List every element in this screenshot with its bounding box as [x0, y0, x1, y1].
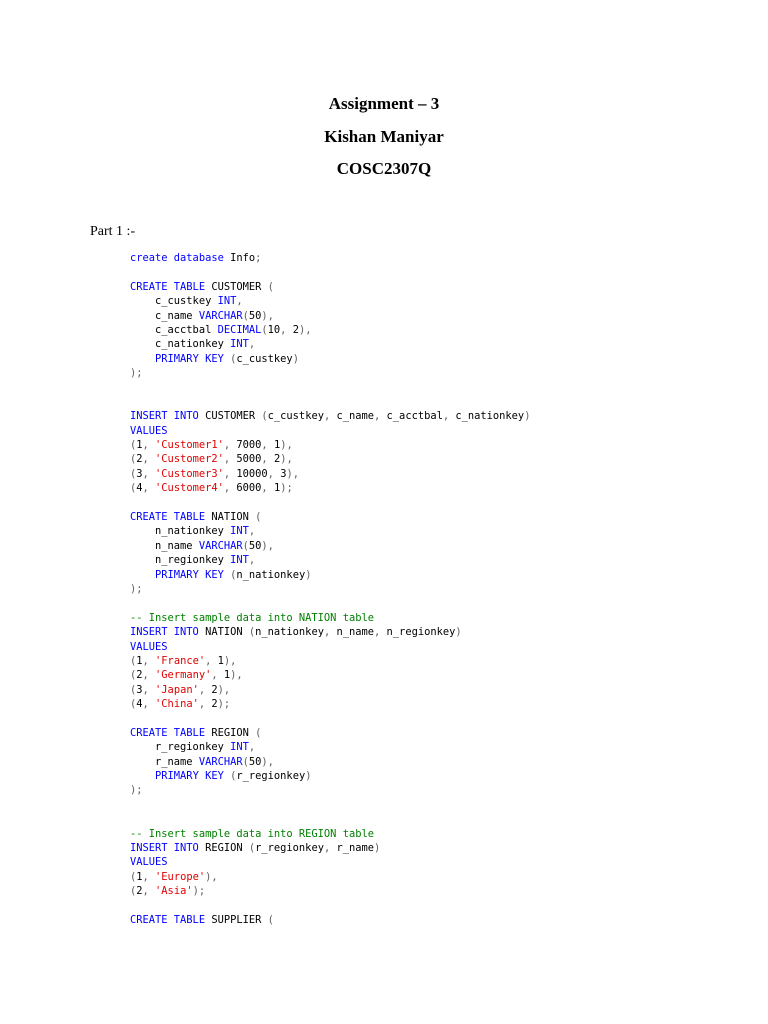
sql-punctuation: );: [130, 784, 143, 797]
sql-keyword: VARCHAR: [198, 755, 243, 768]
sql-identifier: n_name: [336, 626, 375, 639]
sql-identifier: 2: [292, 323, 299, 336]
sql-comment: -- Insert sample data into NATION table: [130, 611, 374, 624]
sql-punctuation: ,: [142, 683, 156, 696]
sql-punctuation: (: [130, 467, 137, 480]
sql-identifier: 10000: [236, 467, 268, 480]
sql-punctuation: (: [267, 280, 274, 293]
code-line: [130, 855, 530, 869]
sql-punctuation: ),: [205, 870, 218, 883]
sql-keyword: VALUES: [130, 640, 168, 653]
sql-keyword: DECIMAL: [217, 323, 262, 336]
sql-identifier: 1: [136, 654, 143, 667]
code-line: [130, 582, 530, 596]
code-line: [130, 280, 530, 294]
sql-string: 'Germany': [155, 669, 212, 682]
code-line: [130, 812, 530, 826]
sql-string: 'France': [155, 654, 206, 667]
sql-keyword: INT: [230, 338, 249, 351]
sql-punctuation: );: [130, 367, 143, 380]
code-line: [130, 884, 530, 898]
sql-identifier: n_regionkey: [386, 626, 456, 639]
sql-identifier: [130, 353, 155, 365]
sql-identifier: 2: [136, 453, 143, 466]
sql-punctuation: );: [130, 582, 143, 595]
sql-identifier: Info: [223, 252, 256, 264]
sql-punctuation: (: [261, 410, 268, 423]
code-line: [130, 755, 530, 769]
sql-keyword: CREATE TABLE: [130, 913, 206, 926]
sql-punctuation: ,: [142, 654, 156, 667]
sql-identifier: [130, 569, 155, 581]
sql-identifier: 3: [136, 467, 143, 480]
code-line: [130, 683, 530, 697]
code-line: [130, 913, 530, 927]
sql-identifier: c_custkey: [236, 352, 293, 365]
sql-punctuation: ,: [142, 669, 156, 682]
sql-punctuation: ,: [223, 453, 237, 466]
sql-identifier: 50: [248, 309, 262, 322]
code-line: [130, 654, 530, 668]
sql-keyword: PRIMARY KEY: [155, 568, 224, 581]
sql-punctuation: ),: [261, 309, 274, 322]
code-line: [130, 740, 530, 754]
sql-identifier: r_name: [336, 842, 375, 855]
sql-identifier: [130, 770, 155, 782]
code-line: [130, 611, 530, 625]
sql-identifier: n_regionkey: [130, 554, 231, 567]
sql-string: 'Customer3': [155, 467, 224, 480]
sql-punctuation: ,: [261, 482, 274, 495]
code-line: [130, 726, 530, 740]
code-line: [130, 553, 530, 567]
code-line: [130, 438, 530, 452]
code-line: [130, 899, 530, 913]
code-line: [130, 395, 530, 409]
sql-punctuation: (: [130, 885, 137, 898]
sql-punctuation: ): [292, 352, 299, 365]
sql-string: 'Customer4': [155, 482, 224, 495]
sql-identifier: 4: [136, 698, 143, 711]
sql-identifier: 2: [211, 698, 218, 711]
sql-punctuation: ,: [261, 453, 274, 466]
sql-identifier: 2: [136, 669, 143, 682]
sql-keyword: INT: [217, 295, 237, 308]
sql-identifier: REGION: [198, 842, 249, 855]
code-line: [130, 496, 530, 510]
sql-identifier: n_nationkey: [130, 525, 231, 538]
sql-punctuation: (: [130, 669, 137, 682]
sql-punctuation: ,: [198, 683, 212, 696]
sql-keyword: create database: [130, 252, 224, 264]
sql-identifier: n_nationkey: [236, 568, 306, 581]
code-line: [130, 424, 530, 438]
sql-punctuation: ): [455, 626, 462, 639]
code-line: [130, 352, 530, 366]
sql-identifier: r_name: [130, 755, 199, 768]
sql-punctuation: ),: [217, 683, 231, 696]
sql-identifier: 1: [217, 654, 224, 667]
sql-punctuation: );: [217, 698, 231, 711]
code-line: [130, 366, 530, 380]
code-line: [130, 294, 530, 308]
sql-punctuation: ): [305, 770, 312, 783]
sql-identifier: CUSTOMER: [198, 410, 262, 423]
sql-identifier: 2: [136, 885, 143, 898]
code-line: [130, 452, 530, 466]
sql-punctuation: ,: [374, 410, 387, 423]
code-line: [130, 309, 530, 323]
sql-identifier: NATION: [198, 626, 249, 639]
sql-punctuation: ,: [248, 741, 256, 754]
sql-punctuation: ,: [142, 453, 156, 466]
sql-identifier: NATION: [205, 511, 256, 524]
sql-keyword: INSERT INTO: [130, 626, 199, 639]
sql-punctuation: (: [130, 683, 137, 696]
sql-punctuation: (: [130, 482, 137, 495]
sql-identifier: 6000: [236, 482, 262, 495]
sql-keyword: PRIMARY KEY: [155, 770, 224, 783]
sql-keyword: CREATE TABLE: [130, 511, 206, 524]
sql-punctuation: ,: [236, 295, 243, 308]
sql-identifier: 50: [248, 755, 262, 768]
document-title-block: [0, 92, 768, 190]
sql-string: 'Europe': [155, 870, 206, 883]
sql-keyword: INT: [230, 525, 249, 538]
sql-punctuation: ,: [248, 338, 256, 351]
sql-punctuation: ,: [198, 698, 212, 711]
code-line: [130, 467, 530, 481]
sql-identifier: 7000: [236, 439, 262, 452]
sql-keyword: PRIMARY KEY: [155, 352, 224, 365]
sql-punctuation: ,: [142, 870, 156, 883]
code-line: [130, 381, 530, 395]
sql-punctuation: (: [230, 770, 237, 783]
sql-identifier: CUSTOMER: [205, 280, 268, 293]
code-line: [130, 510, 530, 524]
sql-punctuation: ,: [442, 410, 456, 423]
sql-punctuation: (: [255, 511, 262, 524]
sql-punctuation: ,: [211, 669, 224, 682]
sql-punctuation: ;: [255, 252, 262, 264]
sql-identifier: 10: [267, 323, 281, 336]
sql-punctuation: ),: [280, 453, 293, 466]
sql-string: 'Customer2': [155, 453, 224, 466]
sql-punctuation: ,: [142, 698, 156, 711]
sql-keyword: VALUES: [130, 424, 168, 437]
code-line: [130, 697, 530, 711]
sql-identifier: c_nationkey: [455, 410, 525, 423]
sql-punctuation: ,: [248, 525, 256, 538]
sql-punctuation: ,: [223, 482, 237, 495]
sql-punctuation: ,: [267, 467, 281, 480]
sql-identifier: 2: [273, 453, 281, 466]
sql-punctuation: ,: [261, 439, 274, 452]
sql-punctuation: ): [305, 568, 312, 581]
sql-punctuation: ,: [142, 885, 156, 898]
sql-identifier: 1: [136, 439, 143, 452]
sql-identifier: c_custkey: [267, 410, 324, 423]
code-line: [130, 625, 530, 639]
code-line: [130, 251, 530, 265]
sql-identifier: 1: [273, 439, 281, 452]
sql-identifier: r_regionkey: [236, 770, 306, 783]
code-line: [130, 783, 530, 797]
sql-identifier: 2: [211, 683, 218, 696]
code-line: [130, 568, 530, 582]
sql-code-block: [130, 251, 530, 927]
sql-identifier: c_custkey: [130, 295, 218, 308]
code-line: [130, 769, 530, 783]
sql-punctuation: ,: [142, 467, 156, 480]
part-heading: Part 1 :-: [90, 224, 136, 239]
code-line: [130, 870, 530, 884]
sql-punctuation: ,: [142, 482, 156, 495]
sql-punctuation: ,: [323, 842, 337, 855]
sql-identifier: SUPPLIER: [205, 913, 268, 926]
sql-punctuation: );: [192, 885, 206, 898]
sql-identifier: n_nationkey: [255, 626, 324, 639]
sql-punctuation: (: [130, 654, 137, 667]
sql-comment: -- Insert sample data into REGION table: [130, 827, 374, 840]
sql-identifier: REGION: [205, 726, 256, 739]
sql-punctuation: (: [261, 323, 268, 336]
sql-punctuation: (: [242, 309, 249, 322]
code-line: [130, 841, 530, 855]
sql-punctuation: ): [374, 842, 381, 855]
sql-punctuation: (: [130, 439, 137, 452]
sql-punctuation: ),: [230, 669, 243, 682]
sql-keyword: VARCHAR: [198, 539, 243, 552]
sql-punctuation: ,: [323, 626, 337, 639]
sql-string: 'China': [155, 698, 199, 711]
code-line: [130, 827, 530, 841]
sql-punctuation: (: [248, 842, 256, 855]
sql-identifier: 1: [273, 482, 281, 495]
code-line: [130, 481, 530, 495]
sql-string: 'Asia': [155, 885, 193, 898]
code-line: [130, 265, 530, 279]
sql-punctuation: );: [280, 482, 293, 495]
sql-punctuation: (: [130, 453, 137, 466]
code-line: [130, 668, 530, 682]
sql-punctuation: (: [230, 568, 237, 581]
sql-identifier: 1: [223, 669, 231, 682]
sql-keyword: CREATE TABLE: [130, 726, 206, 739]
sql-punctuation: (: [130, 698, 137, 711]
sql-punctuation: (: [255, 726, 262, 739]
sql-punctuation: ,: [223, 467, 237, 480]
sql-keyword: INT: [230, 554, 249, 567]
sql-punctuation: ),: [261, 539, 274, 552]
sql-punctuation: (: [242, 755, 249, 768]
sql-punctuation: ),: [298, 323, 312, 336]
code-line: [130, 323, 530, 337]
code-line: [130, 798, 530, 812]
sql-identifier: 3: [280, 467, 287, 480]
sql-punctuation: ,: [280, 323, 293, 336]
sql-identifier: c_acctbal: [130, 323, 218, 336]
sql-keyword: INT: [230, 741, 249, 754]
sql-punctuation: ,: [223, 439, 237, 452]
sql-string: 'Customer1': [155, 439, 224, 452]
sql-identifier: c_name: [336, 410, 375, 423]
sql-keyword: VARCHAR: [198, 309, 243, 322]
sql-punctuation: (: [267, 913, 274, 926]
sql-punctuation: ,: [205, 654, 218, 667]
sql-identifier: c_nationkey: [130, 338, 231, 351]
sql-punctuation: ),: [223, 654, 237, 667]
sql-punctuation: ),: [261, 755, 274, 768]
code-line: [130, 640, 530, 654]
code-line: [130, 524, 530, 538]
sql-punctuation: ),: [286, 467, 299, 480]
code-line: [130, 712, 530, 726]
sql-punctuation: ),: [280, 439, 293, 452]
sql-identifier: 3: [136, 683, 143, 696]
code-line: [130, 337, 530, 351]
code-line: [130, 596, 530, 610]
sql-punctuation: (: [130, 870, 137, 883]
course-code: COSC2307Q: [336, 159, 432, 178]
sql-punctuation: (: [230, 352, 237, 365]
sql-identifier: 1: [136, 870, 143, 883]
sql-keyword: CREATE TABLE: [130, 280, 206, 293]
sql-identifier: r_regionkey: [255, 842, 324, 855]
sql-identifier: 50: [248, 539, 262, 552]
sql-string: 'Japan': [155, 683, 199, 696]
code-line: [130, 539, 530, 553]
sql-punctuation: ,: [323, 410, 337, 423]
sql-identifier: c_name: [130, 309, 199, 322]
code-line: [130, 409, 530, 423]
sql-identifier: 4: [136, 482, 143, 495]
assignment-title: Assignment – 3: [328, 94, 440, 113]
author-name: Kishan Maniyar: [324, 126, 444, 146]
sql-keyword: INSERT INTO: [130, 410, 199, 423]
sql-punctuation: ,: [142, 439, 156, 452]
sql-identifier: r_regionkey: [130, 741, 231, 754]
sql-identifier: 5000: [236, 453, 262, 466]
sql-punctuation: ,: [248, 554, 256, 567]
sql-identifier: n_name: [130, 539, 199, 552]
sql-punctuation: (: [242, 539, 249, 552]
sql-punctuation: (: [248, 626, 256, 639]
sql-identifier: c_acctbal: [386, 410, 443, 423]
sql-keyword: INSERT INTO: [130, 842, 199, 855]
sql-punctuation: ,: [374, 626, 387, 639]
sql-keyword: VALUES: [130, 856, 168, 869]
sql-punctuation: ): [524, 410, 531, 423]
